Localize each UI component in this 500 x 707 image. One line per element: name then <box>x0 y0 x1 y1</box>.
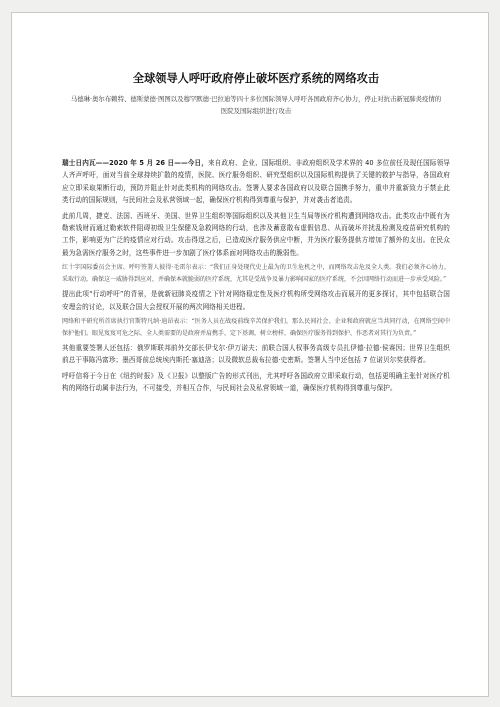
paragraph-text: 来自政府、企业、国际组织、非政府组织及学术界的 40 多位前任及现任国际领导人齐声呼吁，面对当前全球持续扩散的疫情，医院、医疗服务组织、研究型组织以及国际机构提供了关键的救护与指导，各国政府应立即采取果断行动，预防并阻止针对此类机构的网络攻击。签署人要求各国政府以及联合国携手努力，重申并重新致力于禁止此类行动的国际规则，与民间社会及私营领域一起，确保医疗机构得到尊重与保护，并对袭击者追责。 <box>62 159 450 205</box>
paragraph-4 <box>62 342 450 367</box>
page-subtitle: 马德琳·奥尔布赖特、德斯蒙德·图图以及穆罕默德·巴拉迪等四十多位国际领导人呼吁各国政府齐心协力，停止对抗击新冠肺炎疫情的医院及国际组织进行攻击 <box>70 95 442 115</box>
paragraph-text: 提出此项“行动呼吁”的背景，是就新冠肺炎疫情之下针对网络稳定性及医疗机构所受网络攻击而展开的更多探讨，其中包括联合国安理会的讨论，以及联合国大会授权开展的两次网络相关进程。 <box>62 290 450 311</box>
paragraph-text: 此前几周，捷克、法国、西班牙、美国、世界卫生组织等国际组织以及其他卫生当局等医疗机构遭到网络攻击。此类攻击中既有为勒索钱财而通过勒索软件阻碍初级卫生保健及急救网络的行动，也涉及蓄意散布虚假信息、从而破坏并扰乱检测及疫苗研究机构的工作，影响更为广泛的疫情应对行动。攻击得逞之后，已造成医疗服务供应中断，并为医疗服务提供方增加了额外的支出。在民众最为急需医疗服务之时，这些事件进一步加剧了医疗体系面对网络攻击的脆弱性。 <box>62 211 450 257</box>
paragraph-5 <box>62 370 450 395</box>
page-title: 全球领导人呼吁政府停止破坏医疗系统的网络攻击 <box>132 72 380 85</box>
paragraph-text: 其他重要签署人还包括：俄罗斯联邦前外交部长伊戈尔·伊万诺夫；前联合国人权事务高级专员扎伊德·拉德·侯赛因；世界卫生组织前总干事陈冯富珍；墨西哥前总统埃内斯托·塞迪洛；以及微软总裁布拉德·史密斯。签署人当中还包括 7 位诺贝尔奖获得者。 <box>62 344 450 365</box>
paragraph-2 <box>62 210 450 260</box>
quote-duguin: 网络和平研究所首席执行官斯特凡纳·迪昂表示：“医务人员在战疫前线辛苦保护我们，那么民间社会、企业和政府就应当共同行动，在网络空间中保护他们。眼见岌岌可危之际，全人类需要的是政府并肩携手，定下基调，树立榜样，确保医疗服务得到保护，作恶者对其行为负责。” <box>62 318 450 337</box>
quote-maurer: 红十字国际委员会主席、呼吁签署人彼得·毛雷尔表示：“我们正身处现代史上最为的卫生危机之中，而网络攻击危及全人类。我们必须齐心协力，采取行动，确保这一威胁得到应对，并确保本就脆弱的医疗系统，尤其是受战争及暴力影响国家的医疗系统，不会因网络行动而进一步承受风险。” <box>62 264 450 283</box>
paragraph-1 <box>62 157 450 207</box>
paragraph-lead: 呼吁信将于今日在 <box>62 371 117 380</box>
document-body <box>62 71 450 395</box>
document-page <box>11 12 489 697</box>
paragraph-text: 《纽约时报》及《卫报》以整版广告的形式刊出，尤其呼吁各国政府立即采取行动，包括更明确主张针对医疗机构的网络行动属非法行为，不可接受，并相互合作，与民间社会及私营领域一道，确保医疗机构得到尊重与保护。 <box>62 371 450 393</box>
dateline: 瑞士日内瓦——2020 年 5 月 26 日——今日， <box>62 159 208 167</box>
paragraph-3 <box>62 288 450 313</box>
